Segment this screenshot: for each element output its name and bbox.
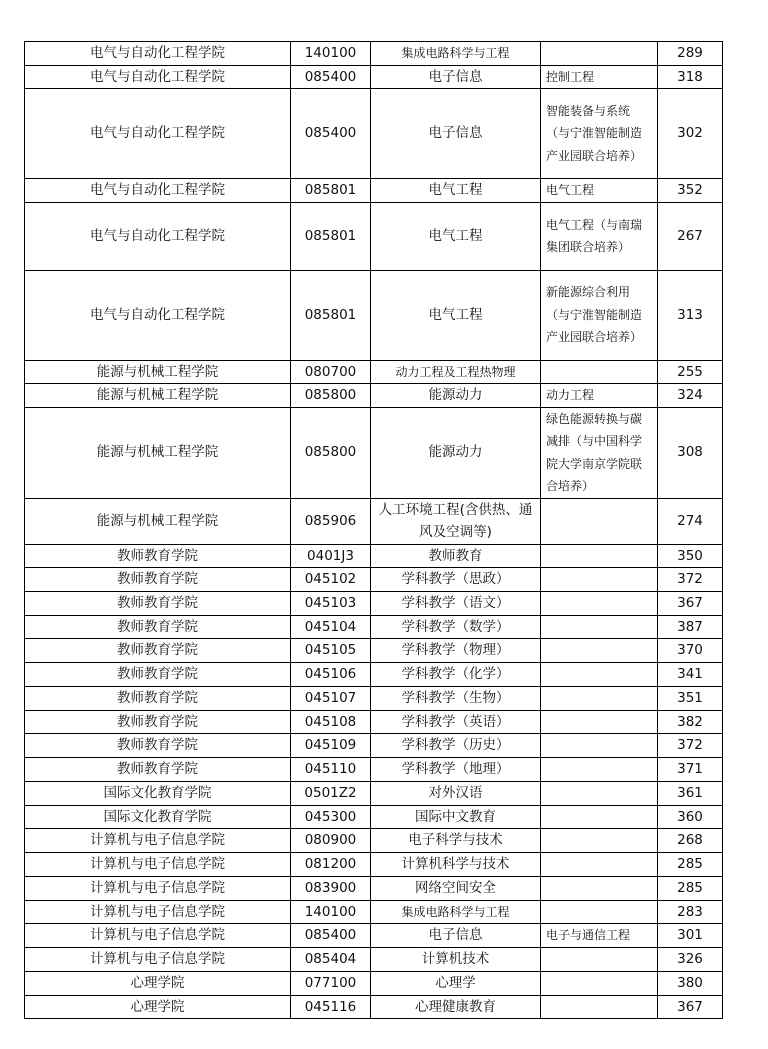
college-cell: 电气与自动化工程学院 [25,202,291,270]
table-row [25,853,723,877]
major-name-cell: 对外汉语 [371,781,541,805]
college-cell: 教师教育学院 [25,568,291,592]
major-code-cell: 045105 [291,639,371,663]
major-name-cell: 计算机科学与技术 [371,853,541,877]
research-direction-cell: 电气工程 [541,179,658,203]
table-row [25,710,723,734]
major-name-cell: 学科教学（物理） [371,639,541,663]
table-row [25,663,723,687]
table-row [25,360,723,384]
table-row [25,686,723,710]
research-direction-cell [541,781,658,805]
table-row [25,615,723,639]
research-direction-cell: 动力工程 [541,384,658,408]
college-cell: 计算机与电子信息学院 [25,853,291,877]
major-code-cell: 085404 [291,948,371,972]
research-direction-cell [541,853,658,877]
major-code-cell: 085400 [291,89,371,179]
college-cell: 国际文化教育学院 [25,781,291,805]
score-cell: 285 [658,876,723,900]
major-name-cell: 学科教学（生物） [371,686,541,710]
score-cell: 372 [658,568,723,592]
table-row [25,829,723,853]
score-cell: 387 [658,615,723,639]
college-cell: 教师教育学院 [25,734,291,758]
research-direction-cell: 电气工程（与南瑞集团联合培养） [541,202,658,270]
table-row [25,591,723,615]
college-cell: 计算机与电子信息学院 [25,900,291,924]
table-row [25,42,723,66]
research-direction-cell: 控制工程 [541,65,658,89]
major-name-cell: 电气工程 [371,202,541,270]
score-cell: 372 [658,734,723,758]
major-code-cell: 045108 [291,710,371,734]
table-row [25,781,723,805]
college-cell: 能源与机械工程学院 [25,498,291,544]
college-cell: 计算机与电子信息学院 [25,924,291,948]
major-name-cell: 动力工程及工程热物理 [371,360,541,384]
major-code-cell: 083900 [291,876,371,900]
score-cell: 382 [658,710,723,734]
research-direction-cell [541,876,658,900]
research-direction-cell [541,639,658,663]
major-code-cell: 085800 [291,407,371,498]
score-cell: 274 [658,498,723,544]
major-name-cell: 电子信息 [371,65,541,89]
research-direction-cell [541,615,658,639]
score-cell: 267 [658,202,723,270]
major-code-cell: 080900 [291,829,371,853]
major-code-cell: 045116 [291,995,371,1019]
major-name-cell: 人工环境工程(含供热、通风及空调等) [371,498,541,544]
table-row [25,202,723,270]
table-row [25,544,723,568]
college-cell: 教师教育学院 [25,663,291,687]
score-cell: 268 [658,829,723,853]
major-code-cell: 045109 [291,734,371,758]
score-table [24,41,723,1019]
major-name-cell: 电气工程 [371,179,541,203]
major-name-cell: 学科教学（数学） [371,615,541,639]
college-cell: 心理学院 [25,971,291,995]
score-cell: 367 [658,995,723,1019]
major-code-cell: 045106 [291,663,371,687]
research-direction-cell: 绿色能源转换与碳减排（与中国科学院大学南京学院联合培养） [541,407,658,498]
table-row [25,89,723,179]
major-name-cell: 计算机技术 [371,948,541,972]
major-code-cell: 085801 [291,202,371,270]
major-name-cell: 国际中文教育 [371,805,541,829]
college-cell: 能源与机械工程学院 [25,360,291,384]
table-row [25,407,723,498]
college-cell: 计算机与电子信息学院 [25,829,291,853]
major-name-cell: 学科教学（英语） [371,710,541,734]
score-cell: 341 [658,663,723,687]
table-row [25,270,723,360]
score-cell: 367 [658,591,723,615]
table-row [25,65,723,89]
research-direction-cell [541,948,658,972]
major-code-cell: 0501Z2 [291,781,371,805]
table-row [25,924,723,948]
table-row [25,734,723,758]
college-cell: 计算机与电子信息学院 [25,876,291,900]
score-cell: 313 [658,270,723,360]
college-cell: 电气与自动化工程学院 [25,270,291,360]
major-code-cell: 081200 [291,853,371,877]
college-cell: 电气与自动化工程学院 [25,89,291,179]
college-cell: 能源与机械工程学院 [25,384,291,408]
major-name-cell: 学科教学（地理） [371,758,541,782]
major-code-cell: 080700 [291,360,371,384]
table-row [25,876,723,900]
score-cell: 361 [658,781,723,805]
college-cell: 教师教育学院 [25,639,291,663]
score-table-body [25,42,723,1019]
score-cell: 283 [658,900,723,924]
major-name-cell: 能源动力 [371,407,541,498]
table-row [25,971,723,995]
college-cell: 教师教育学院 [25,686,291,710]
college-cell: 电气与自动化工程学院 [25,42,291,66]
score-cell: 370 [658,639,723,663]
major-code-cell: 045102 [291,568,371,592]
major-name-cell: 教师教育 [371,544,541,568]
research-direction-cell [541,758,658,782]
major-name-cell: 心理健康教育 [371,995,541,1019]
major-code-cell: 045300 [291,805,371,829]
college-cell: 电气与自动化工程学院 [25,179,291,203]
research-direction-cell [541,805,658,829]
major-code-cell: 140100 [291,42,371,66]
table-row [25,568,723,592]
major-code-cell: 085906 [291,498,371,544]
research-direction-cell [541,995,658,1019]
college-cell: 心理学院 [25,995,291,1019]
score-cell: 350 [658,544,723,568]
score-cell: 326 [658,948,723,972]
table-row [25,995,723,1019]
college-cell: 教师教育学院 [25,615,291,639]
table-row [25,948,723,972]
score-cell: 255 [658,360,723,384]
major-name-cell: 集成电路科学与工程 [371,900,541,924]
research-direction-cell: 电子与通信工程 [541,924,658,948]
research-direction-cell [541,734,658,758]
major-code-cell: 045104 [291,615,371,639]
research-direction-cell [541,829,658,853]
score-cell: 308 [658,407,723,498]
research-direction-cell [541,686,658,710]
score-cell: 324 [658,384,723,408]
major-name-cell: 学科教学（化学） [371,663,541,687]
major-code-cell: 085801 [291,179,371,203]
research-direction-cell: 新能源综合利用（与宁淮智能制造产业园联合培养） [541,270,658,360]
research-direction-cell [541,710,658,734]
table-row [25,179,723,203]
major-name-cell: 电子科学与技术 [371,829,541,853]
research-direction-cell [541,591,658,615]
major-name-cell: 集成电路科学与工程 [371,42,541,66]
table-row [25,639,723,663]
college-cell: 教师教育学院 [25,758,291,782]
college-cell: 教师教育学院 [25,544,291,568]
score-cell: 380 [658,971,723,995]
score-cell: 351 [658,686,723,710]
score-cell: 318 [658,65,723,89]
major-code-cell: 085801 [291,270,371,360]
table-row [25,758,723,782]
research-direction-cell: 智能装备与系统（与宁淮智能制造产业园联合培养） [541,89,658,179]
college-cell: 计算机与电子信息学院 [25,948,291,972]
research-direction-cell [541,42,658,66]
table-row [25,805,723,829]
college-cell: 能源与机械工程学院 [25,407,291,498]
score-cell: 352 [658,179,723,203]
major-code-cell: 045107 [291,686,371,710]
score-cell: 289 [658,42,723,66]
major-code-cell: 077100 [291,971,371,995]
table-row [25,900,723,924]
research-direction-cell [541,568,658,592]
table-row [25,384,723,408]
major-name-cell: 能源动力 [371,384,541,408]
research-direction-cell [541,498,658,544]
major-name-cell: 网络空间安全 [371,876,541,900]
major-code-cell: 085800 [291,384,371,408]
score-cell: 371 [658,758,723,782]
major-code-cell: 085400 [291,65,371,89]
research-direction-cell [541,360,658,384]
research-direction-cell [541,663,658,687]
college-cell: 电气与自动化工程学院 [25,65,291,89]
major-name-cell: 电子信息 [371,924,541,948]
research-direction-cell [541,900,658,924]
research-direction-cell [541,544,658,568]
score-cell: 302 [658,89,723,179]
major-name-cell: 学科教学（语文） [371,591,541,615]
college-cell: 教师教育学院 [25,591,291,615]
major-name-cell: 电子信息 [371,89,541,179]
research-direction-cell [541,971,658,995]
college-cell: 教师教育学院 [25,710,291,734]
score-cell: 301 [658,924,723,948]
major-code-cell: 045103 [291,591,371,615]
score-cell: 285 [658,853,723,877]
major-name-cell: 学科教学（思政） [371,568,541,592]
college-cell: 国际文化教育学院 [25,805,291,829]
major-name-cell: 学科教学（历史） [371,734,541,758]
major-code-cell: 045110 [291,758,371,782]
major-name-cell: 心理学 [371,971,541,995]
score-cell: 360 [658,805,723,829]
major-code-cell: 140100 [291,900,371,924]
table-row [25,498,723,544]
major-name-cell: 电气工程 [371,270,541,360]
major-code-cell: 085400 [291,924,371,948]
major-code-cell: 0401J3 [291,544,371,568]
